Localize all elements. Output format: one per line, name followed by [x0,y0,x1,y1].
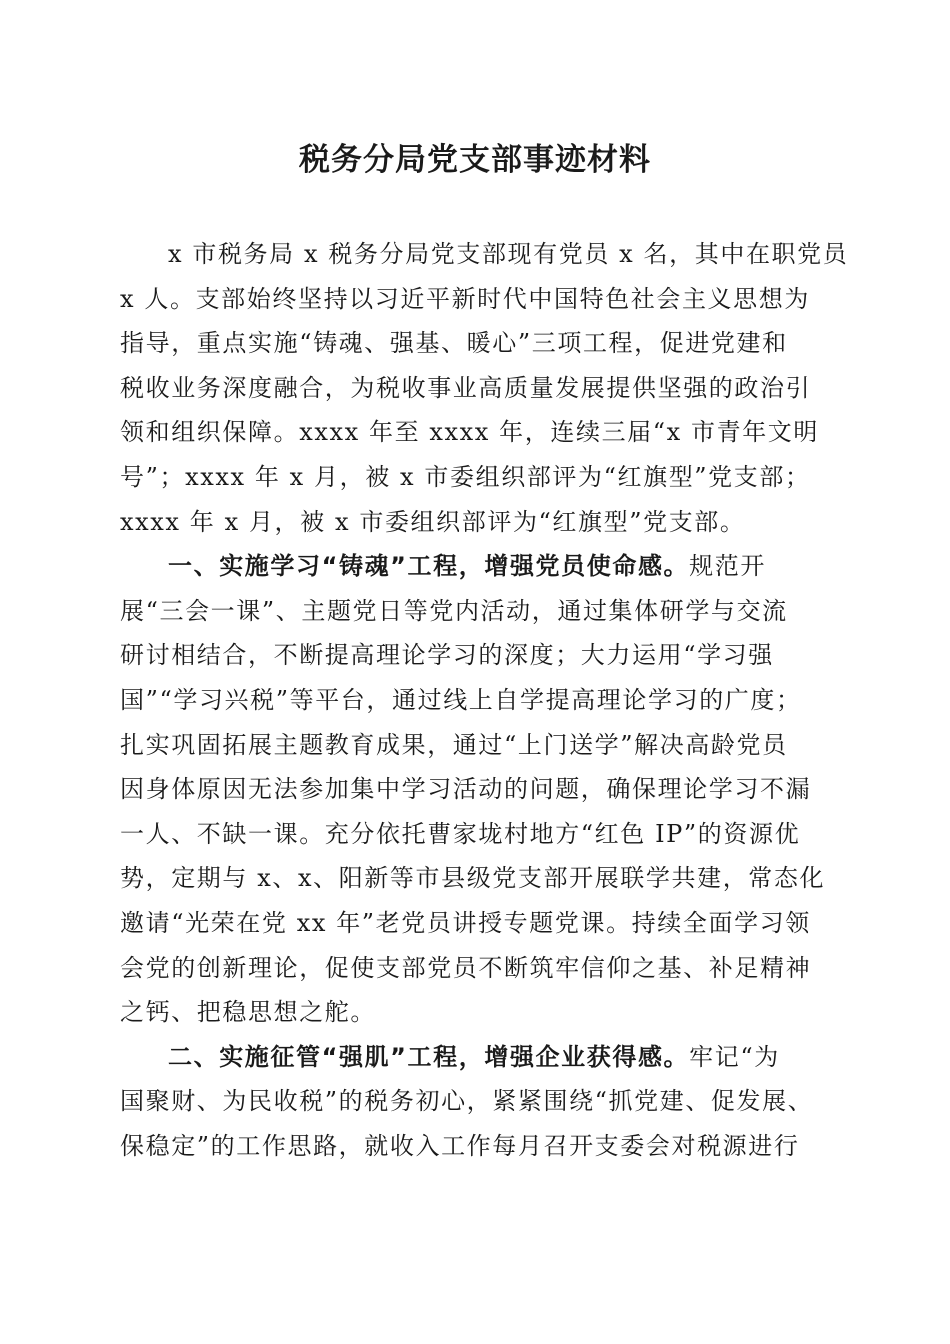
paragraph-line: 因身体原因无法参加集中学习活动的问题，确保理论学习不漏 [120,775,812,804]
document-title: 税务分局党支部事迹材料 [299,142,651,178]
paragraph-line: 号”；xxxx 年 x 月，被 x 市委组织部评为“红旗型”党支部； [120,462,811,491]
paragraph-line: 扎实巩固拓展主题教育成果，通过“上门送学”解决高龄党员 [120,730,788,759]
paragraph-line: 指导，重点实施“铸魂、强基、暖心”三项工程，促进党建和 [120,329,788,358]
paragraph-line: x 市税务局 x 税务分局党支部现有党员 x 名，其中在职党员 [168,240,849,268]
section-heading-line [120,1035,832,1080]
paragraph-line: 研讨相结合，不断提高理论学习的深度；大力运用“学习强 [120,641,774,670]
paragraph-line: 保稳定”的工作思路，就收入工作每月召开支委会对税源进行 [120,1131,800,1160]
paragraph-line: 国”“学习兴税”等平台，通过线上自学提高理论学习的广度； [120,685,802,714]
section-heading: 一、实施学习“铸魂”工程，增强党员使命感。 [168,552,690,581]
paragraph-line: 之钙、把稳思想之舵。 [120,998,376,1027]
document-body [120,232,849,1168]
section-text: 规范开 [689,552,766,581]
section-heading-line [120,544,832,589]
paragraph-line: xxxx 年 x 月，被 x 市委组织部评为“红旗型”党支部。 [120,507,746,536]
paragraph-line: 会党的创新理论，促使支部党员不断筑牢信仰之基、补足精神 [120,953,812,982]
paragraph-line: 一人、不缺一课。充分依托曹家垅村地方“红色 IP”的资源优 [120,819,801,848]
paragraph-line: 邀请“光荣在党 xx 年”老党员讲授专题党课。持续全面学习领 [120,908,811,937]
section-text: 牢记“为 [689,1042,780,1071]
paragraph-line: 展“三会一课”、主题党日等党内活动，通过集体研学与交流 [120,596,788,625]
paragraph-line: 税收业务深度融合，为税收事业高质量发展提供坚强的政治引 [120,373,812,402]
paragraph-line: x 人。支部始终坚持以习近平新时代中国特色社会主义思想为 [120,284,810,313]
paragraph-line: 势，定期与 x、x、阳新等市县级党支部开展联学共建，常态化 [120,864,826,893]
paragraph-line: 领和组织保障。xxxx 年至 xxxx 年，连续三届“x 市青年文明 [120,418,819,447]
paragraph-line: 国聚财、为民收税”的税务初心，紧紧围绕“抓党建、促发展、 [120,1087,814,1116]
section-heading: 二、实施征管“强肌”工程，增强企业获得感。 [168,1042,690,1071]
